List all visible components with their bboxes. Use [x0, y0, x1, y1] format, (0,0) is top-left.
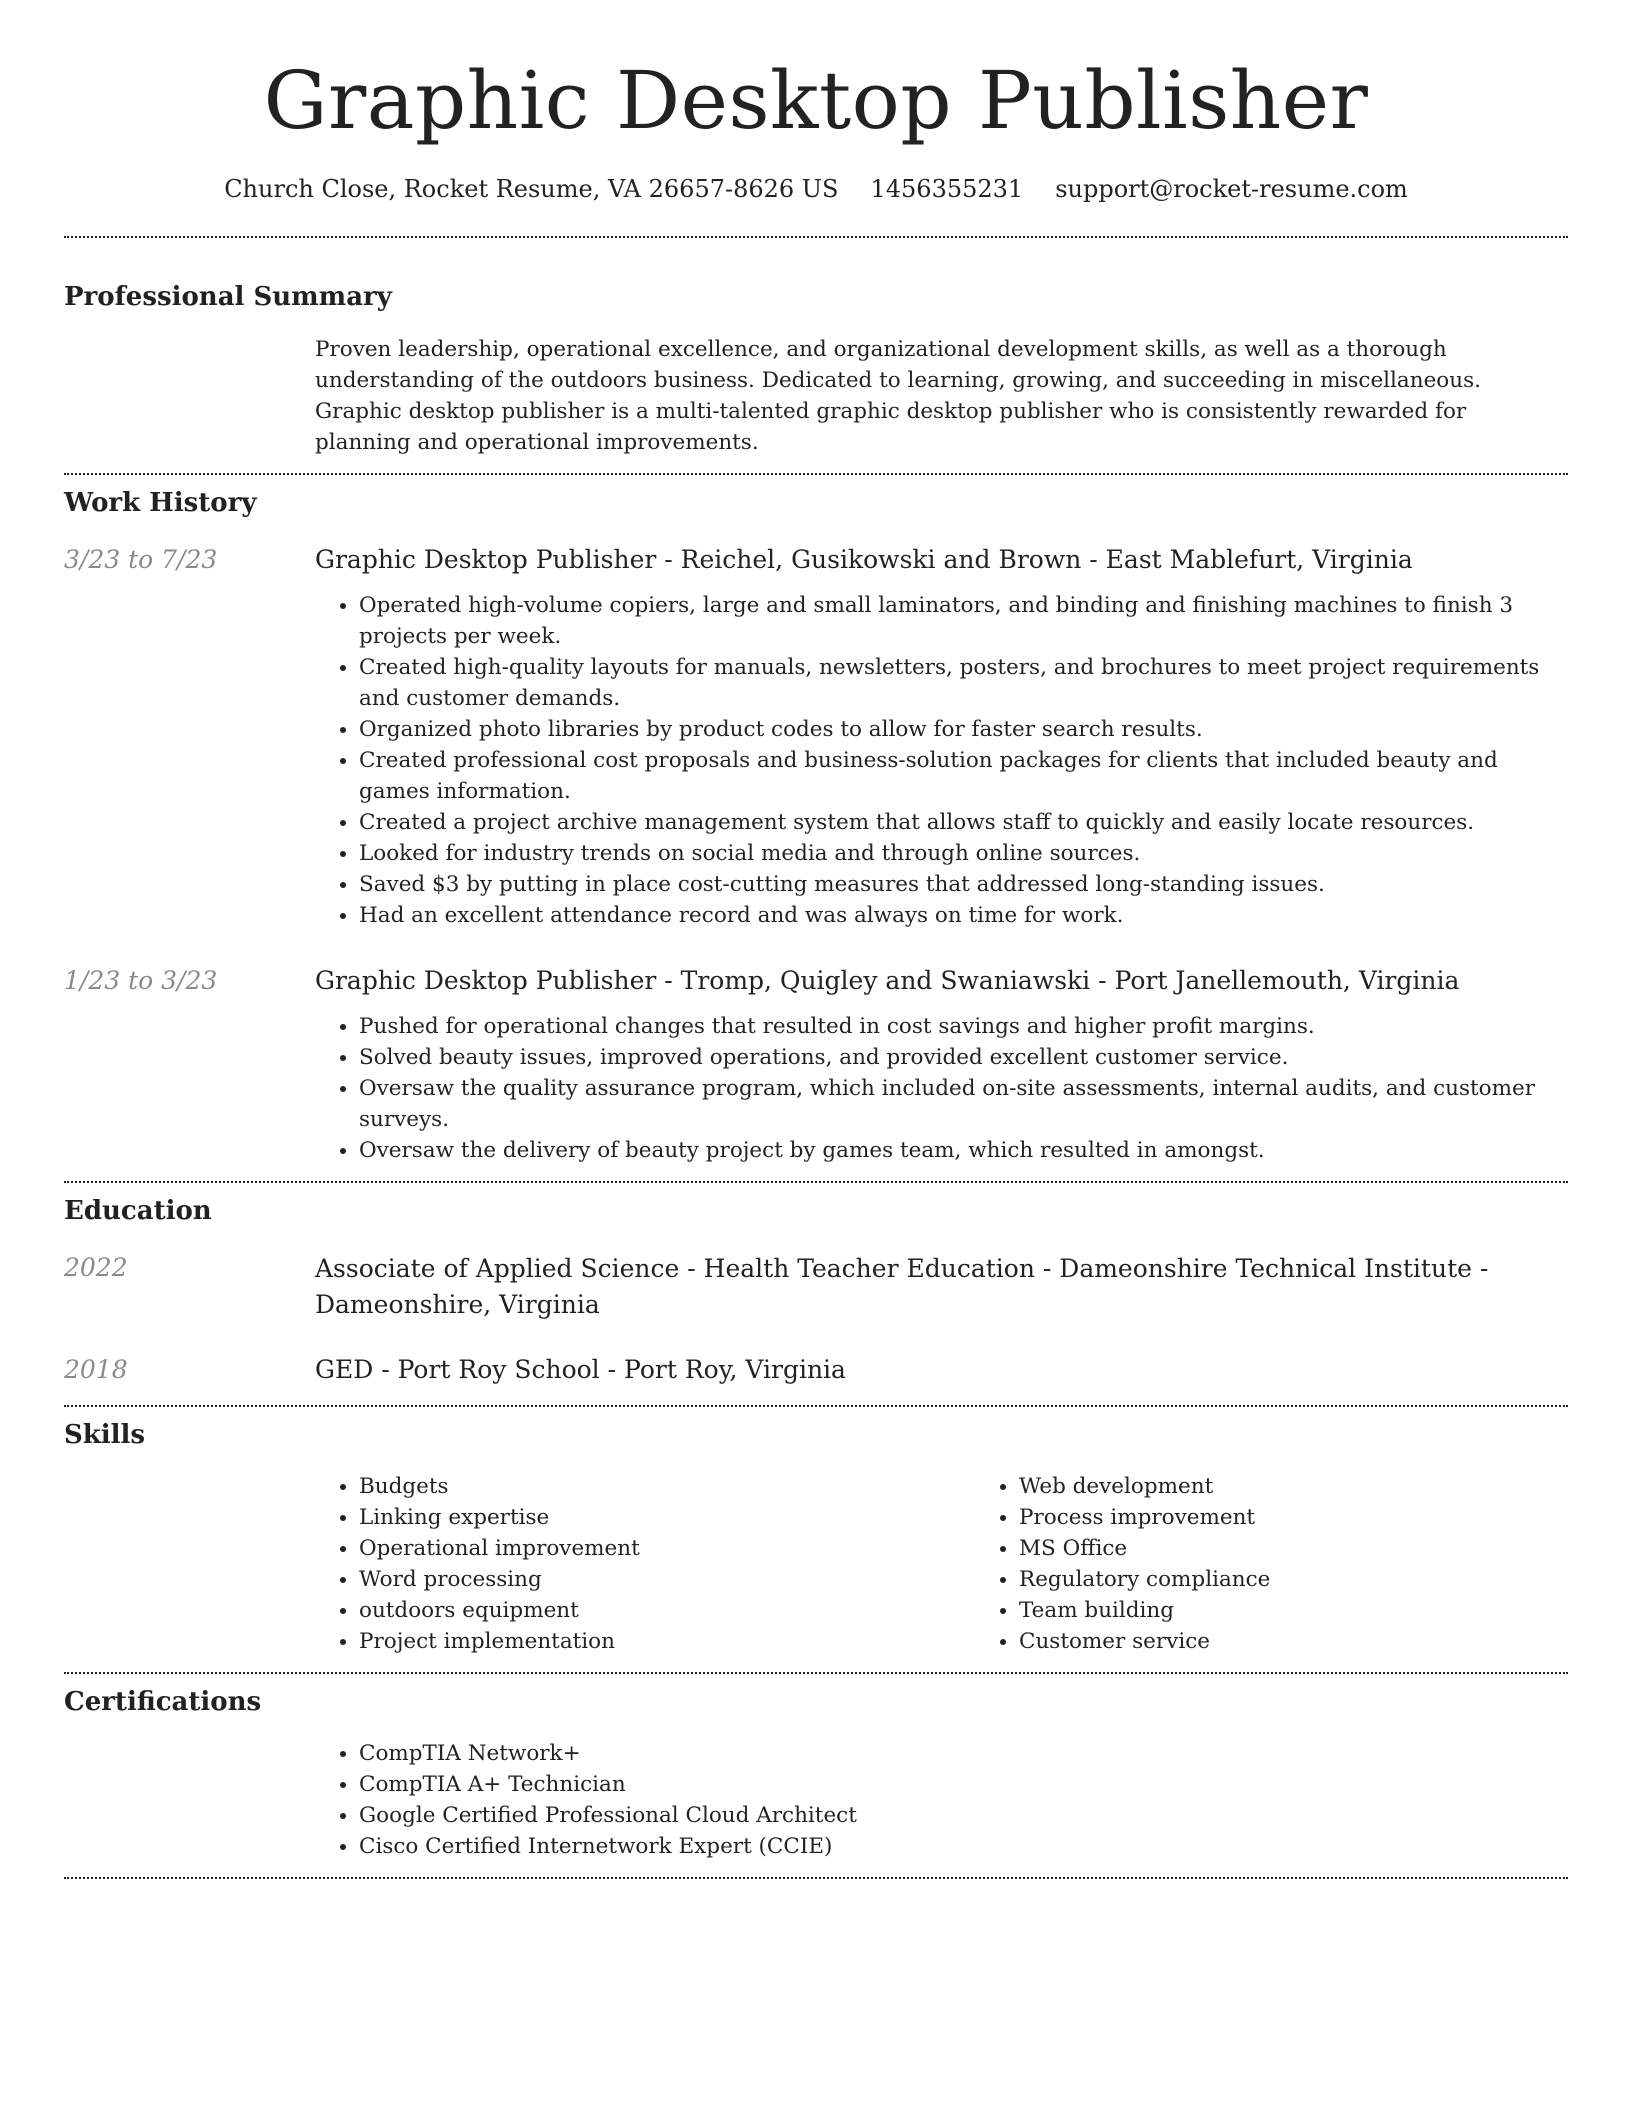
skills-spacer [64, 1471, 315, 1657]
skill-item: • Regulatory compliance [1019, 1564, 1632, 1595]
education-year: 2018 [64, 1355, 128, 1384]
skill-item: • Web development [1019, 1471, 1632, 1502]
job-bullet: • Created professional cost proposals and business-solution packages for clients that included beauty and games information. [359, 745, 1568, 807]
contact-phone: 1456355231 [870, 175, 1024, 203]
section-skills [64, 1418, 1568, 1657]
certifications-column [315, 1738, 1568, 1862]
job-entry [64, 543, 1568, 931]
skill-item: • Team building [1019, 1595, 1632, 1626]
summary-text: Proven leadership, operational excellence, and organizational development skills, as well as a thorough understanding of the outdoors business. Dedicated to learning, growing, and succeeding in miscellaneous. Graphic desktop publisher is a multi-talented graphic desktop publisher who is consistently rewarded for planning and operational improvements. [315, 337, 1481, 455]
skills-list-left [315, 1471, 975, 1657]
job-dates: 3/23 to 7/23 [64, 545, 218, 574]
job-bullet: • Organized photo libraries by product codes to allow for faster search results. [359, 714, 1568, 745]
section-divider [64, 473, 1568, 475]
section-title-education: Education [64, 1196, 212, 1226]
education-year: 2022 [64, 1253, 128, 1282]
section-title-summary: Professional Summary [64, 282, 392, 312]
section-divider [64, 1405, 1568, 1407]
job-bullets [315, 590, 1568, 931]
skill-item: • MS Office [1019, 1533, 1632, 1564]
certifications-list [315, 1738, 1568, 1862]
job-bullet: • Saved $3 by putting in place cost-cutting measures that addressed long-standing issues. [359, 869, 1568, 900]
certification-item: • Google Certified Professional Cloud Architect [359, 1800, 1568, 1831]
certifications-spacer [64, 1738, 315, 1862]
skill-item: • Process improvement [1019, 1502, 1632, 1533]
education-heading: GED - Port Roy School - Port Roy, Virginia [315, 1355, 846, 1384]
contact-email: support@rocket-resume.com [1055, 175, 1408, 203]
education-entry [64, 1353, 1568, 1387]
skill-item: • Customer service [1019, 1626, 1632, 1657]
section-title-work: Work History [64, 488, 257, 518]
section-divider [64, 1672, 1568, 1674]
job-bullet: • Looked for industry trends on social media and through online sources. [359, 838, 1568, 869]
contact-address: Church Close, Rocket Resume, VA 26657-8626 US [224, 175, 839, 203]
certification-item: • CompTIA A+ Technician [359, 1769, 1568, 1800]
job-bullets [315, 1011, 1568, 1166]
section-title-certifications: Certifications [64, 1687, 262, 1717]
section-summary [64, 280, 1568, 458]
job-heading: Graphic Desktop Publisher - Tromp, Quigley and Swaniawski - Port Janellemouth, Virginia [315, 966, 1460, 995]
job-bullet: • Pushed for operational changes that resulted in cost savings and higher profit margins. [359, 1011, 1568, 1042]
job-entry [64, 964, 1568, 1166]
job-bullet: • Operated high-volume copiers, large and small laminators, and binding and finishing machines to finish 3 projects per week. [359, 590, 1568, 652]
job-bullet: • Solved beauty issues, improved operations, and provided excellent customer service. [359, 1042, 1568, 1073]
skill-item: • Budgets [359, 1471, 975, 1502]
summary-spacer [64, 334, 315, 458]
certification-item: • CompTIA Network+ [359, 1738, 1568, 1769]
skill-item: • Project implementation [359, 1626, 975, 1657]
skill-item: • outdoors equipment [359, 1595, 975, 1626]
section-divider [64, 1877, 1568, 1879]
job-dates: 1/23 to 3/23 [64, 966, 218, 995]
skills-list-right [975, 1471, 1632, 1657]
education-entry [64, 1251, 1568, 1323]
section-education [64, 1194, 1568, 1387]
section-certifications [64, 1685, 1568, 1862]
job-bullet: • Created a project archive management system that allows staff to quickly and easily locate resources. [359, 807, 1568, 838]
skill-item: • Word processing [359, 1564, 975, 1595]
skill-item: • Operational improvement [359, 1533, 975, 1564]
section-work-history [64, 486, 1568, 1166]
section-divider [64, 236, 1568, 238]
section-title-skills: Skills [64, 1420, 146, 1450]
skills-columns [315, 1471, 1632, 1657]
job-bullet: • Oversaw the delivery of beauty project by games team, which resulted in amongst. [359, 1135, 1568, 1166]
education-heading: Associate of Applied Science - Health Teacher Education - Dameonshire Technical Institute - Dameonshire, Virginia [315, 1254, 1489, 1319]
contact-line [64, 172, 1568, 206]
resume-name: Graphic Desktop Publisher [263, 54, 1369, 147]
section-divider [64, 1181, 1568, 1183]
job-bullet: • Had an excellent attendance record and was always on time for work. [359, 900, 1568, 931]
skill-item: • Linking expertise [359, 1502, 975, 1533]
certification-item: • Cisco Certified Internetwork Expert (CCIE) [359, 1831, 1568, 1862]
job-bullet: • Oversaw the quality assurance program, which included on-site assessments, internal audits, and customer surveys. [359, 1073, 1568, 1135]
job-heading: Graphic Desktop Publisher - Reichel, Gusikowski and Brown - East Mablefurt, Virginia [315, 545, 1413, 574]
job-bullet: • Created high-quality layouts for manuals, newsletters, posters, and brochures to meet project requirements and customer demands. [359, 652, 1568, 714]
